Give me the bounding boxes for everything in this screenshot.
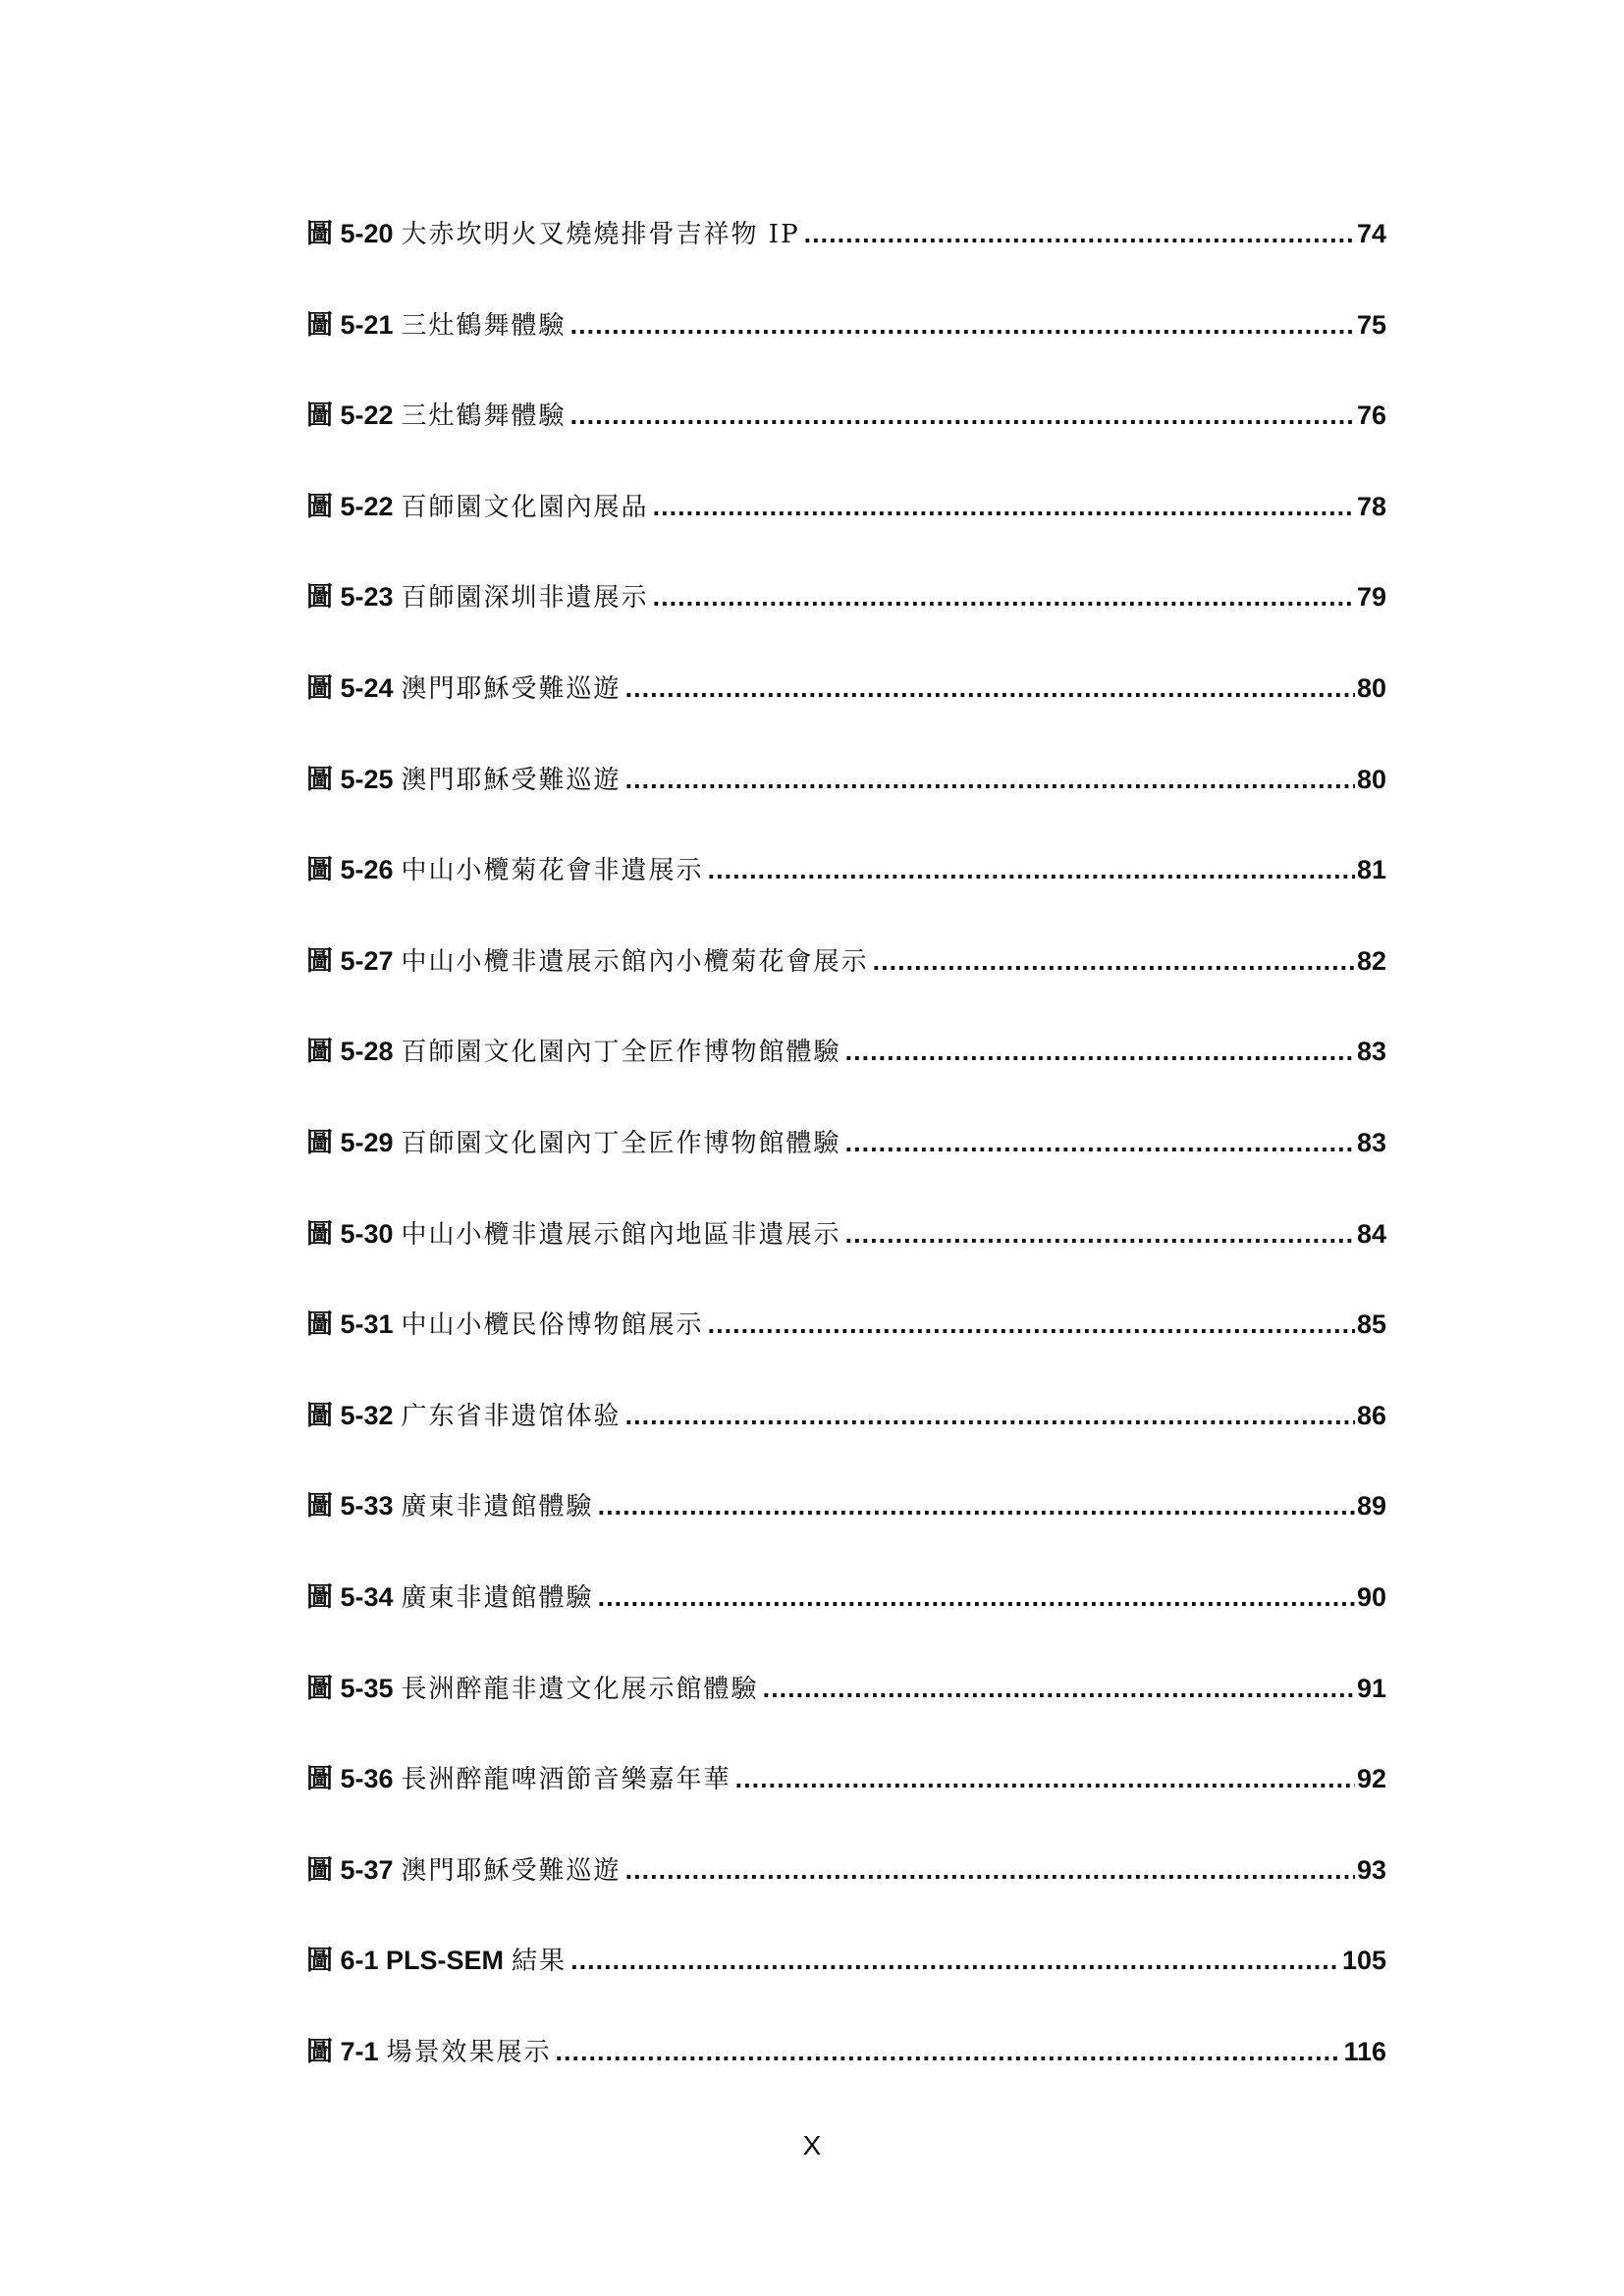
figure-page-number: 78: [1356, 491, 1386, 521]
figure-label: 圖 5-32: [306, 1400, 394, 1430]
figure-label: 圖 5-35: [306, 1673, 394, 1703]
toc-entry[interactable]: [306, 388, 1386, 479]
dot-leader: [598, 1570, 1355, 1625]
figure-title: 大赤坎明火叉燒燒排骨吉祥物 IP: [401, 220, 800, 249]
figure-page-number: 86: [1356, 1400, 1386, 1430]
figure-page-number: 80: [1356, 764, 1386, 794]
figure-title: 結果: [512, 1947, 568, 1977]
toc-entry[interactable]: [306, 752, 1386, 843]
toc-entry[interactable]: [306, 842, 1386, 934]
figure-label: 圖 7-1: [306, 2036, 379, 2066]
figure-label: 圖 5-29: [306, 1127, 394, 1157]
dot-leader: [570, 297, 1355, 352]
dot-leader: [708, 1297, 1355, 1352]
dot-leader: [625, 1388, 1355, 1443]
figure-page-number: 116: [1343, 2036, 1386, 2066]
figure-page-number: 105: [1341, 1946, 1386, 1976]
figure-label: 圖 5-33: [306, 1491, 394, 1522]
dot-leader: [625, 752, 1355, 807]
figure-page-number: 85: [1356, 1309, 1386, 1340]
figure-title: 百師園文化園內展品: [401, 492, 649, 522]
figure-title: 澳門耶穌受難巡遊: [401, 673, 622, 704]
figure-label: 圖 5-31: [306, 1309, 394, 1340]
figure-label: 圖 5-37: [306, 1854, 394, 1885]
figure-page-number: 92: [1356, 1764, 1386, 1794]
figure-page-number: 79: [1356, 582, 1386, 613]
figure-label: 圖 5-21: [306, 309, 394, 340]
figure-title: 場景效果展示: [386, 2037, 552, 2067]
figure-title: 百師園文化園內丁全匠作博物館體驗: [401, 1128, 841, 1158]
dot-leader: [763, 1661, 1355, 1716]
figure-label: 圖 5-25: [306, 764, 394, 794]
toc-entry[interactable]: [306, 661, 1386, 752]
figure-page-number: 75: [1356, 309, 1386, 340]
toc-entry[interactable]: [306, 206, 1386, 297]
toc-entry[interactable]: [306, 1115, 1386, 1206]
figure-label: 圖 5-20: [306, 219, 394, 248]
page-number: X: [802, 2130, 822, 2161]
toc-entry[interactable]: [306, 297, 1386, 389]
figure-label: 圖 5-24: [306, 672, 394, 703]
figure-title: 長洲醉龍啤酒節音樂嘉年華: [401, 1765, 731, 1795]
toc-entry[interactable]: [306, 1206, 1386, 1298]
figure-label: 圖 5-30: [306, 1218, 394, 1249]
figure-title: 三灶鶴舞體驗: [401, 310, 567, 341]
dot-leader: [845, 1115, 1355, 1170]
figure-title: 中山小欖非遺展示館內地區非遺展示: [401, 1219, 841, 1250]
figure-title: 中山小欖非遺展示館內小欖菊花會展示: [401, 946, 869, 977]
dot-leader: [570, 388, 1355, 443]
figure-label: 圖 5-28: [306, 1037, 394, 1067]
figure-page-number: 81: [1356, 855, 1386, 885]
figure-title: 澳門耶穌受難巡遊: [401, 1855, 622, 1886]
figure-label: 圖 5-27: [306, 945, 394, 976]
dot-leader: [735, 1751, 1355, 1806]
figure-label: 圖 5-23: [306, 582, 394, 613]
toc-entry[interactable]: [306, 1842, 1386, 1934]
figure-page-number: 74: [1356, 219, 1386, 248]
figure-page-number: 84: [1356, 1218, 1386, 1249]
toc-entry[interactable]: [306, 1478, 1386, 1570]
figure-title: 中山小欖民俗博物館展示: [401, 1310, 704, 1341]
dot-leader: [653, 479, 1355, 534]
toc-entry[interactable]: [306, 1570, 1386, 1661]
toc-entry[interactable]: [306, 1024, 1386, 1115]
figure-title: 中山小欖菊花會非遺展示: [401, 856, 704, 886]
toc-entry[interactable]: [306, 934, 1386, 1025]
figure-title: 廣東非遺館體驗: [401, 1582, 594, 1613]
dot-leader: [873, 934, 1355, 988]
dot-leader: [653, 569, 1355, 624]
dot-leader: [804, 206, 1355, 261]
figure-page-number: 83: [1356, 1037, 1386, 1067]
figure-label: 圖 5-22: [306, 400, 394, 431]
figure-title: 三灶鶴舞體驗: [401, 401, 567, 432]
figure-label: 圖 5-34: [306, 1581, 394, 1612]
figure-page-number: 90: [1356, 1581, 1386, 1612]
dot-leader: [556, 2024, 1342, 2079]
toc-entry[interactable]: [306, 479, 1386, 570]
figure-label: 圖 5-26: [306, 855, 394, 885]
dot-leader: [625, 1842, 1355, 1897]
toc-entry[interactable]: [306, 1297, 1386, 1388]
figure-page-number: 93: [1356, 1854, 1386, 1885]
dot-leader: [708, 842, 1355, 897]
dot-leader: [845, 1024, 1355, 1079]
figure-page-number: 91: [1356, 1673, 1386, 1703]
figure-page-number: 76: [1356, 400, 1386, 431]
figure-page-number: 89: [1356, 1491, 1386, 1522]
figure-label: 圖 5-36: [306, 1764, 394, 1794]
toc-entry[interactable]: [306, 1388, 1386, 1479]
figure-title: 澳門耶穌受難巡遊: [401, 765, 622, 795]
toc-entry[interactable]: [306, 569, 1386, 661]
figure-title: 長洲醉龍非遺文化展示館體驗: [401, 1674, 759, 1704]
figure-page-number: 80: [1356, 672, 1386, 703]
figure-page-number: 83: [1356, 1127, 1386, 1157]
figure-title: 百師園文化園內丁全匠作博物館體驗: [401, 1038, 841, 1068]
toc-entry[interactable]: [306, 1933, 1386, 2024]
dot-leader: [625, 661, 1355, 716]
dot-leader: [570, 1933, 1340, 1988]
figure-title: 廣東非遺館體驗: [401, 1492, 594, 1522]
figure-page-number: 82: [1356, 945, 1386, 976]
toc-entry[interactable]: [306, 1751, 1386, 1842]
figure-title: 百師園深圳非遺展示: [401, 583, 649, 614]
figure-label: 圖 6-1 PLS-SEM: [306, 1946, 505, 1976]
list-of-figures: [306, 206, 1386, 2114]
dot-leader: [845, 1206, 1355, 1261]
toc-entry[interactable]: [306, 1661, 1386, 1752]
figure-title: 广东省非遗馆体验: [401, 1401, 622, 1431]
figure-label: 圖 5-22: [306, 491, 394, 521]
dot-leader: [598, 1478, 1355, 1533]
toc-entry[interactable]: [306, 2024, 1386, 2115]
